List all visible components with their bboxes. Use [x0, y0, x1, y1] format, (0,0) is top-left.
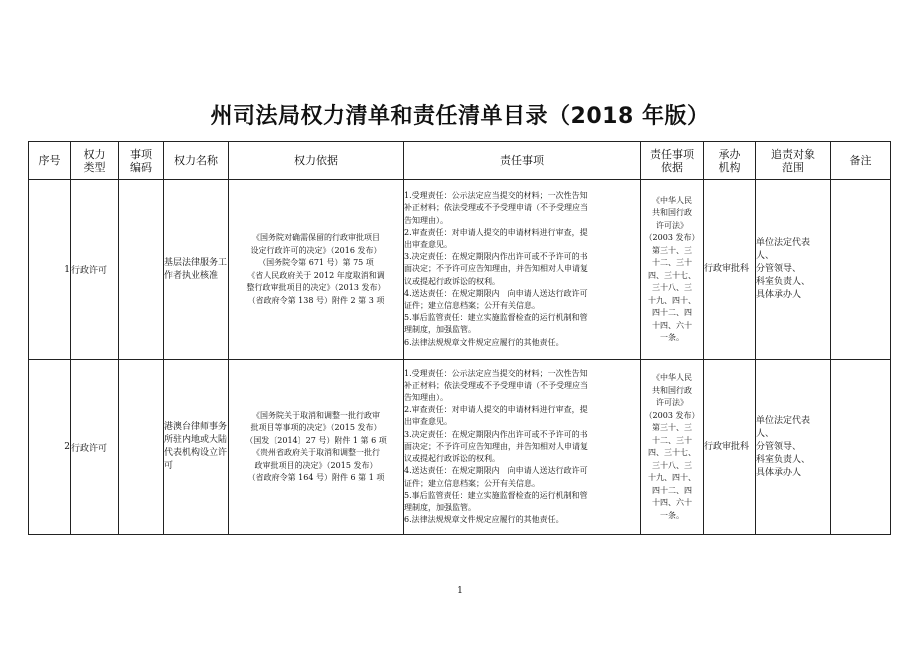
remarks — [831, 180, 891, 360]
resp-basis-line: 第三十、三 — [652, 245, 692, 255]
responsibility-line: 理制度，加强监管。 — [404, 502, 476, 512]
accountability-scope — [756, 360, 831, 535]
responsibility-line: 证件；建立信息档案；公开有关信息。 — [404, 301, 540, 310]
row-number: 1 — [29, 180, 71, 360]
header-responsibility: 责任事项 — [404, 142, 641, 180]
remarks — [831, 360, 891, 535]
item-code — [119, 360, 164, 535]
responsibility-line: 2.审查责任：对申请人提交的申请材料进行审查，提 — [404, 405, 588, 415]
header-type — [71, 142, 119, 180]
basis-line: 批项目等事项的决定》（2015 发布） — [250, 423, 382, 432]
responsibility-line: 证件；建立信息档案；公开有关信息。 — [404, 478, 540, 488]
resp-basis-line: 四十二、四 — [652, 308, 692, 317]
header-code-text: 事项 — [130, 147, 152, 161]
resp-basis-line: 十九、四十、 — [648, 473, 696, 482]
resp-basis-line: 十二、三十 — [652, 258, 692, 267]
power-name: 基层法律服务工作者执业核准 — [164, 180, 229, 360]
resp-basis-line: 三十八、三 — [652, 283, 692, 292]
resp-basis-line: 共和国行政 — [652, 208, 692, 217]
responsibility-basis — [641, 180, 704, 360]
header-code-text-2: 编码 — [130, 160, 152, 174]
scope-line: 具体承办人 — [756, 290, 802, 300]
page-number: 1 — [457, 586, 463, 596]
responsibility-items — [404, 360, 641, 535]
resp-basis-line: 十二、三十 — [652, 435, 692, 445]
resp-basis-line: 四十二、四 — [652, 485, 692, 495]
resp-basis-line: 共和国行政 — [652, 385, 692, 395]
header-code — [119, 142, 164, 180]
power-basis — [229, 360, 404, 535]
responsibility-line: 出审查意见。 — [404, 417, 452, 427]
responsibility-line: 1.受理责任：公示法定应当提交的材料；一次性告知 — [404, 368, 588, 378]
responsibility-line: 5.事后监管责任：建立实施监督检查的运行机制和管 — [404, 490, 588, 500]
resp-basis-line: 许可法》 — [656, 398, 688, 407]
resp-basis-line: 四、三十七、 — [648, 270, 696, 280]
handling-organization: 行政审批科 — [704, 360, 756, 535]
header-accountability — [756, 142, 831, 180]
responsibility-line: 告知理由）。 — [404, 393, 448, 403]
basis-line: 《国务院关于取消和调整一批行政审 — [252, 410, 380, 420]
responsibility-line: 理制度，加强监管。 — [404, 325, 476, 335]
basis-line: （省政府令第 138 号）附件 2 第 3 项 — [247, 295, 385, 305]
basis-line: （省政府令第 164 号）附件 6 第 1 项 — [247, 473, 385, 482]
resp-basis-line: 《中华人民 — [652, 195, 692, 205]
scope-line: 具体承办人 — [756, 467, 802, 478]
responsibility-line: 3.决定责任：在规定期限内作出许可或不予许可的书 — [404, 429, 588, 439]
document-title: 州司法局权力清单和责任清单目录（2018 年版） — [210, 104, 710, 129]
resp-basis-line: 四、三十七、 — [648, 448, 696, 457]
table-header-row — [29, 142, 891, 180]
resp-basis-line: 三十八、三 — [652, 460, 692, 470]
basis-line: 政审批项目的决定》（2015 发布） — [254, 460, 378, 470]
table-row — [29, 360, 891, 535]
power-list-table — [28, 141, 891, 535]
power-name: 港澳台律师事务所驻内地或大陆代表机构设立许可 — [164, 360, 229, 535]
header-accountability-text: 追责对象 — [771, 147, 815, 161]
header-resp-basis-text-2: 依据 — [661, 160, 683, 174]
header-resp-basis — [641, 142, 704, 180]
resp-basis-line: 一条。 — [660, 333, 684, 342]
scope-line: 单位法定代表 — [756, 238, 811, 248]
responsibility-line: 议或提起行政诉讼的权利。 — [404, 276, 500, 286]
scope-line: 单位法定代表 — [756, 415, 811, 426]
header-type-text-2: 类型 — [83, 160, 106, 174]
resp-basis-line: （2003 发布） — [644, 410, 700, 420]
basis-line: 《贵州省政府关于取消和调整一批行 — [252, 448, 380, 457]
responsibility-line: 告知理由）。 — [404, 215, 448, 225]
basis-line: 设定行政许可的决定》（2016 发布） — [250, 245, 382, 255]
scope-line: 科室负责人、 — [756, 454, 811, 465]
resp-basis-line: （2003 发布） — [644, 233, 700, 242]
header-basis: 权力依据 — [229, 142, 404, 180]
header-org-text: 承办 — [718, 147, 741, 161]
responsibility-line: 4.送达责任：在规定期限内 向申请人送达行政许可 — [404, 466, 588, 476]
basis-line: （国发〔2014〕27 号）附件 1 第 6 项 — [245, 435, 387, 445]
resp-basis-line: 《中华人民 — [652, 373, 692, 382]
responsibility-line: 议或提起行政诉讼的权利。 — [404, 454, 500, 464]
responsibility-items — [404, 180, 641, 360]
resp-basis-line: 一条。 — [660, 510, 684, 520]
power-type: 行政许可 — [71, 360, 119, 535]
header-org — [704, 142, 756, 180]
handling-organization: 行政审批科 — [704, 180, 756, 360]
responsibility-line: 3.决定责任：在规定期限内作出许可或不予许可的书 — [404, 252, 588, 262]
item-code — [119, 180, 164, 360]
resp-basis-line: 十四、六十 — [652, 320, 692, 330]
scope-line: 人、 — [756, 251, 775, 261]
row-number: 2 — [29, 360, 71, 535]
header-accountability-text-2: 范围 — [782, 160, 804, 174]
resp-basis-line: 十四、六十 — [652, 498, 692, 507]
scope-line: 科室负责人、 — [756, 277, 811, 287]
power-basis — [229, 180, 404, 360]
responsibility-line: 面决定；不予许可应告知理由，并告知相对人申请复 — [404, 264, 588, 274]
scope-line: 人、 — [756, 428, 775, 439]
responsibility-line: 补正材料；依法受理或不予受理申请（不予受理应当 — [404, 380, 588, 390]
basis-line: 《省人民政府关于 2012 年度取消和调 — [247, 270, 385, 280]
header-remarks: 备注 — [831, 142, 891, 180]
resp-basis-line: 许可法》 — [656, 220, 688, 230]
header-resp-basis-text: 责任事项 — [650, 147, 694, 161]
header-name: 权力名称 — [164, 142, 229, 180]
responsibility-line: 6.法律法规规章文件规定应履行的其他责任。 — [404, 515, 564, 525]
basis-line: 整行政审批项目的决定》（2013 发布） — [246, 283, 386, 292]
responsibility-line: 面决定；不予许可应告知理由，并告知相对人申请复 — [404, 441, 588, 451]
responsibility-line: 补正材料；依法受理或不予受理申请（不予受理应当 — [404, 203, 588, 213]
accountability-scope — [756, 180, 831, 360]
power-type: 行政许可 — [71, 180, 119, 360]
header-type-text: 权力 — [83, 147, 106, 161]
header-no: 序号 — [29, 142, 71, 180]
scope-line: 分管领导、 — [756, 441, 802, 452]
table-row — [29, 180, 891, 360]
header-org-text-2: 机构 — [718, 160, 741, 174]
responsibility-line: 6.法律法规规章文件规定应履行的其他责任。 — [404, 337, 564, 347]
responsibility-line: 1.受理责任：公示法定应当提交的材料；一次性告知 — [404, 191, 588, 201]
responsibility-line: 4.送达责任：在规定期限内 向申请人送达行政许可 — [404, 288, 588, 298]
basis-line: （国务院令第 671 号）第 75 项 — [258, 258, 374, 267]
responsibility-line: 5.事后监管责任：建立实施监督检查的运行机制和管 — [404, 313, 588, 323]
scope-line: 分管领导、 — [756, 264, 802, 274]
responsibility-line: 2.审查责任：对申请人提交的申请材料进行审查，提 — [404, 227, 588, 237]
resp-basis-line: 十九、四十、 — [648, 295, 696, 305]
basis-line: 《国务院对确需保留的行政审批项目 — [252, 233, 380, 242]
responsibility-line: 出审查意见。 — [404, 239, 452, 249]
resp-basis-line: 第三十、三 — [652, 423, 692, 432]
responsibility-basis — [641, 360, 704, 535]
